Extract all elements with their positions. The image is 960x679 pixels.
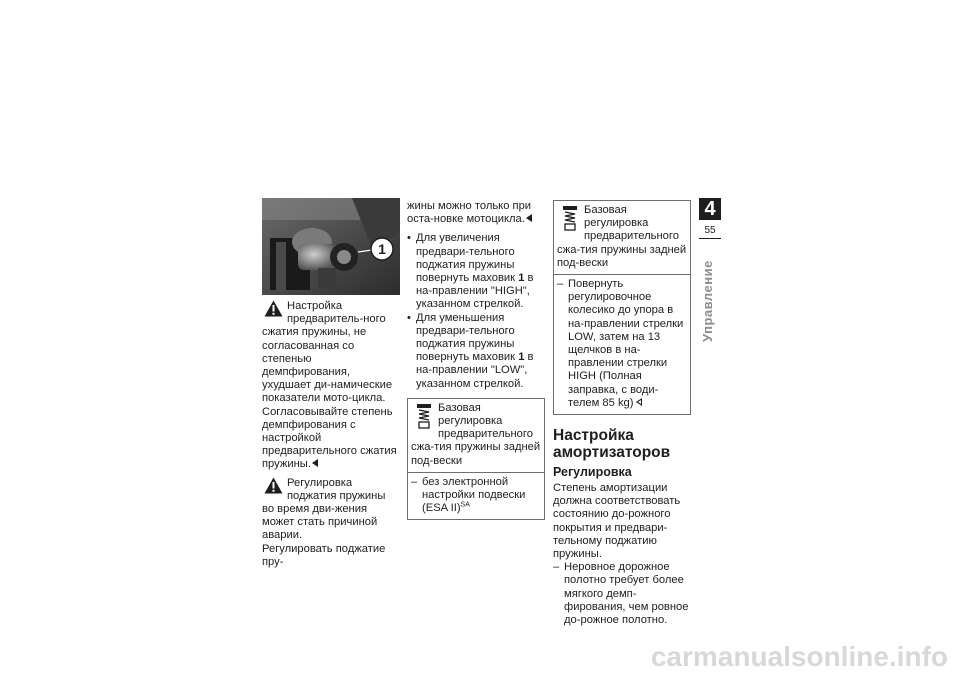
end-mark-icon (636, 398, 642, 406)
suspension-photo (262, 198, 400, 295)
column-1 (262, 300, 400, 569)
body-text: жины можно только при оста-новке мотоцикла. (407, 200, 532, 226)
warning-2-text: Регулировка поджатия пружины во время дви-жения может стать причиной аварии. (262, 476, 386, 542)
body-text: Степень амортизации должна соответствовать состоянию до-рожного покрытия и предвари-тельному поджатию пружины. (553, 482, 681, 561)
spec-box-title: Базовая регулировка предварительного сжа-тия пружины задней под-вески (557, 204, 687, 269)
page-number: 55 (704, 225, 716, 236)
warning-1-text: Настройка предваритель-ного сжатия пружины, не согласованная со степенью демпфирования, ухудшает ди-намические показатели мото-цикла. (262, 300, 393, 405)
spec-box-body (408, 473, 544, 520)
list-item: • Для уменьшения предвари-тельного поджатия пружины повернуть маховик 1 в на-правлении "LOW", указанном стрелкой. (407, 312, 545, 391)
dash-item: – Неровное дорожное полотно требует более мягкого демп-фирования, чем ровное до-рожное полотно. (553, 561, 689, 627)
warning-triangle-icon (264, 477, 283, 494)
chapter-number: 4 (699, 198, 721, 220)
list-item: • Для увеличения предвари-тельного поджатия пружины повернуть маховик 1 в на-правлении "HIGH", указанном стрелкой. (407, 232, 545, 311)
watermark: carmanualsonline.info (650, 641, 948, 672)
spec-box-body (554, 275, 690, 414)
section-heading: Настройка амортизаторов (553, 427, 671, 462)
dash-item: – Повернуть регулировочное колесико до упора в на-правлении стрелки LOW, затем на 13 щелчков в на-правлении стрелки HIGH (Полная заправка, с води-телем 85 kg) (557, 278, 684, 409)
spec-box-header (554, 201, 690, 275)
instruction-list (407, 232, 545, 390)
end-mark-icon (312, 459, 318, 467)
spring-adjuster-icon (416, 403, 432, 429)
body-text: Регулировать поджатие пру- (262, 542, 386, 568)
warning-block-2 (262, 477, 400, 543)
column-3 (553, 200, 691, 627)
spec-box (553, 200, 691, 415)
spring-preload-handwheel-image (262, 198, 400, 295)
warning-triangle-icon (264, 300, 283, 317)
dash-item: – без электронной настройки подвески (ESA II)$^{SA}$ (411, 475, 526, 515)
spec-box-title: Базовая регулировка предварительного сжа-тия пружины задней под-вески (411, 401, 541, 467)
spring-adjuster-icon (562, 205, 578, 231)
warning-block-1 (262, 300, 400, 472)
callout-1: 1 (378, 241, 386, 257)
warning-1-advice: Согласовывайте степень демпфирования с настройкой предварительного сжатия пружины. (262, 405, 397, 471)
column-2 (407, 200, 545, 520)
spec-box-header (408, 399, 544, 473)
page-divider (699, 238, 721, 239)
sub-heading: Регулировка (553, 465, 632, 480)
end-mark-icon (526, 214, 532, 222)
spec-box (407, 398, 545, 521)
